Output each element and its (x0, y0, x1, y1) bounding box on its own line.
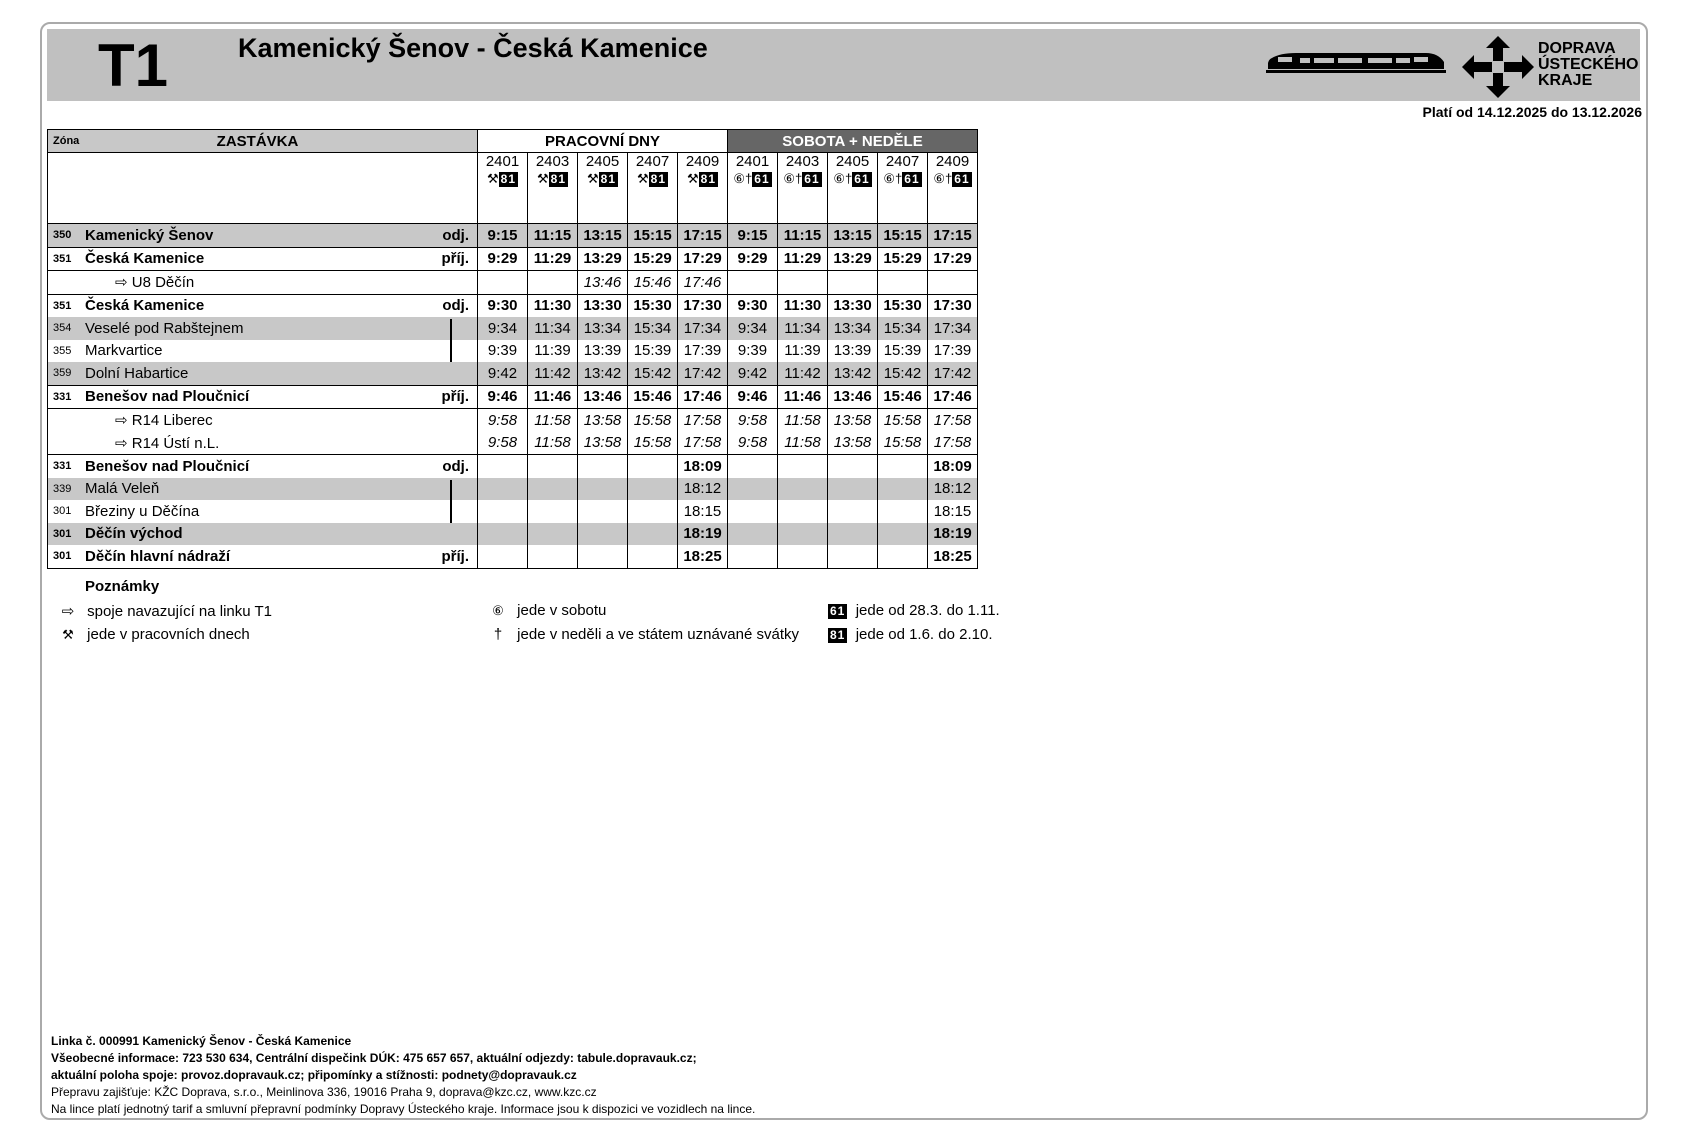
badge-81-icon: 81 (500, 172, 516, 186)
badge-61-icon: 61 (754, 172, 770, 186)
table-row (48, 478, 978, 501)
arr-dep-mark (430, 478, 478, 501)
time-cell (828, 545, 878, 568)
mark-cell (430, 153, 478, 224)
zone-cell: 351 (48, 247, 84, 271)
train-number: 2409 (685, 153, 720, 170)
time-cell: 11:15 (528, 224, 578, 248)
time-cell: 18:12 (678, 478, 728, 501)
time-cell: 15:58 (878, 409, 928, 432)
time-cell (528, 455, 578, 478)
note-sunday: † jede v neděli a ve státem uznávané svátky (483, 626, 799, 643)
stop-name: Březiny u Děčína (85, 502, 200, 520)
time-cell: 13:30 (578, 294, 628, 317)
table-row (48, 294, 978, 317)
stop-name: Kamenický Šenov (83, 224, 430, 248)
time-cell: 11:34 (528, 317, 578, 340)
time-cell: 15:46 (628, 271, 678, 295)
time-cell (478, 500, 528, 523)
time-cell: 17:34 (928, 317, 978, 340)
time-cell: 17:15 (928, 224, 978, 248)
time-cell: 17:58 (928, 432, 978, 455)
table-row (48, 385, 978, 409)
arrow-right-icon: ⇨ (61, 603, 75, 620)
time-cell: 18:09 (928, 455, 978, 478)
time-cell: 9:42 (728, 362, 778, 385)
arr-dep-mark: odj. (430, 455, 478, 478)
time-cell (878, 271, 928, 295)
time-cell: 9:39 (728, 340, 778, 363)
time-cell: 9:58 (478, 409, 528, 432)
arr-dep-mark (430, 409, 478, 432)
train-number-row (48, 153, 978, 224)
time-cell: 11:58 (528, 432, 578, 455)
time-cell: 11:30 (778, 294, 828, 317)
badge-81-icon: 81 (550, 172, 566, 186)
time-cell (778, 500, 828, 523)
arr-dep-mark (430, 362, 478, 385)
time-cell: 15:34 (878, 317, 928, 340)
table-header-row (48, 130, 978, 153)
footer-operator: Přepravu zajišťuje: KŽC Doprava, s.r.o., Meinlinova 336, 19016 Praha 9, doprava@kzc.cz, www.kzc.cz (51, 1085, 597, 1099)
time-cell (578, 545, 628, 568)
time-cell (728, 523, 778, 546)
table-row (48, 271, 978, 295)
time-cell: 17:15 (678, 224, 728, 248)
time-cell (578, 478, 628, 501)
stop-name: Benešov nad Ploučnicí (83, 455, 430, 478)
time-cell (478, 478, 528, 501)
time-cell: 11:58 (528, 409, 578, 432)
time-cell (828, 271, 878, 295)
note-badge-81: 81 jede od 1.6. do 2.10. (830, 626, 993, 643)
time-cell (628, 523, 678, 546)
time-cell: 15:46 (628, 385, 678, 409)
train-number-cell (828, 153, 878, 224)
zone-cell: 351 (48, 294, 84, 317)
stop-name: ⇨ R14 Ústí n.L. (115, 434, 220, 452)
time-cell: 9:30 (478, 294, 528, 317)
saturday-sunday-icon: ⑥† (883, 171, 903, 186)
time-cell: 11:29 (778, 247, 828, 271)
hammer-icon: ⚒ (586, 171, 599, 186)
arr-dep-mark (430, 500, 478, 523)
train-number-cell (778, 153, 828, 224)
time-cell: 9:39 (478, 340, 528, 363)
time-cell (578, 455, 628, 478)
time-cell (728, 545, 778, 568)
time-cell: 9:58 (728, 432, 778, 455)
train-number: 2403 (785, 153, 820, 170)
time-cell: 13:39 (578, 340, 628, 363)
time-cell: 11:29 (528, 247, 578, 271)
time-cell: 9:29 (728, 247, 778, 271)
train-number: 2403 (535, 153, 570, 170)
train-number: 2401 (485, 153, 520, 170)
time-cell (828, 500, 878, 523)
arr-dep-mark (430, 340, 478, 363)
stop-name: Děčín hlavní nádraží (83, 545, 430, 568)
hammer-icon: ⚒ (486, 171, 499, 186)
time-cell: 18:19 (928, 523, 978, 546)
time-cell (528, 545, 578, 568)
time-cell: 15:39 (878, 340, 928, 363)
time-cell (628, 455, 678, 478)
stop-name: Děčín východ (83, 523, 430, 546)
time-cell: 13:46 (578, 271, 628, 295)
train-icon (1266, 52, 1446, 76)
table-row (48, 545, 978, 568)
time-cell (778, 545, 828, 568)
time-cell: 9:15 (728, 224, 778, 248)
stop-name: Dolní Habartice (83, 362, 430, 385)
time-cell: 17:42 (928, 362, 978, 385)
time-cell (778, 478, 828, 501)
time-cell: 15:29 (628, 247, 678, 271)
time-cell: 9:29 (478, 247, 528, 271)
table-row (48, 340, 978, 363)
zone-cell (48, 153, 84, 224)
time-cell: 13:42 (828, 362, 878, 385)
train-number-cell (878, 153, 928, 224)
footer-info (51, 1033, 755, 1118)
note-badge-61: 61 jede od 28.3. do 1.11. (830, 602, 1000, 619)
time-cell (478, 523, 528, 546)
hammer-icon: ⚒ (536, 171, 549, 186)
table-row (48, 362, 978, 385)
time-cell: 9:42 (478, 362, 528, 385)
hammer-icon: ⚒ (686, 171, 699, 186)
time-cell: 9:30 (728, 294, 778, 317)
time-cell: 11:39 (778, 340, 828, 363)
arr-dep-mark (430, 432, 478, 455)
badge-81-icon: 81 (700, 172, 716, 186)
time-cell: 18:15 (678, 500, 728, 523)
note-saturday: ⑥ jede v sobotu (483, 602, 606, 619)
table-row (48, 247, 978, 271)
time-cell: 15:29 (878, 247, 928, 271)
train-number-cell (528, 153, 578, 224)
stop-name: Markvartice (85, 342, 163, 360)
cross-icon: † (493, 626, 503, 643)
zone-cell: 301 (48, 523, 84, 546)
header-stop: ZASTÁVKA (83, 130, 430, 153)
timetable (47, 129, 978, 569)
time-cell: 13:39 (828, 340, 878, 363)
table-row (48, 317, 978, 340)
train-number: 2405 (585, 153, 620, 170)
badge-61-icon: 61 (954, 172, 970, 186)
time-cell (878, 523, 928, 546)
badge-81-icon: 81 (650, 172, 666, 186)
zone-cell (48, 432, 84, 455)
time-cell: 11:15 (778, 224, 828, 248)
badge-61-icon: 61 (854, 172, 870, 186)
footer-tracking: aktuální poloha spoje: provoz.dopravauk.cz; připomínky a stížnosti: podnety@dopravauk.cz (51, 1068, 577, 1082)
time-cell: 9:58 (478, 432, 528, 455)
arr-dep-mark (430, 523, 478, 546)
stop-cell (83, 153, 430, 224)
table-row (48, 523, 978, 546)
doprava-logo-text: DOPRAVA ÚSTECKÉHO KRAJE (1538, 40, 1639, 89)
note-connecting: ⇨ spoje navazující na linku T1 (53, 602, 272, 620)
time-cell: 15:42 (878, 362, 928, 385)
time-cell: 9:15 (478, 224, 528, 248)
time-cell (578, 500, 628, 523)
time-cell (628, 545, 678, 568)
stop-name: ⇨ U8 Děčín (83, 271, 430, 295)
time-cell: 11:30 (528, 294, 578, 317)
time-cell: 15:30 (628, 294, 678, 317)
train-number: 2409 (935, 153, 970, 170)
time-cell: 13:29 (578, 247, 628, 271)
time-cell: 13:42 (578, 362, 628, 385)
time-cell: 17:42 (678, 362, 728, 385)
header-weekend: SOBOTA + NEDĚLE (728, 130, 978, 153)
time-cell (778, 271, 828, 295)
time-cell: 15:34 (628, 317, 678, 340)
stop-name: Malá Veleň (83, 478, 430, 501)
time-cell (528, 478, 578, 501)
time-cell (578, 523, 628, 546)
time-cell (528, 271, 578, 295)
time-cell: 11:58 (778, 409, 828, 432)
zone-cell: 359 (48, 362, 84, 385)
time-cell (828, 455, 878, 478)
time-cell: 17:39 (928, 340, 978, 363)
time-cell: 13:46 (828, 385, 878, 409)
footer-contacts: Všeobecné informace: 723 530 634, Centrální dispečink DÚK: 475 657 657, aktuální odjezdy: tabule.dopravauk.cz; (51, 1051, 697, 1065)
time-cell: 13:30 (828, 294, 878, 317)
time-cell: 9:58 (728, 409, 778, 432)
time-cell: 17:46 (678, 385, 728, 409)
time-cell: 18:12 (928, 478, 978, 501)
zone-cell: 331 (48, 385, 84, 409)
table-row (48, 500, 978, 523)
time-cell (478, 271, 528, 295)
saturday-sunday-icon: ⑥† (933, 171, 953, 186)
saturday-icon: ⑥ (492, 603, 504, 618)
time-cell: 17:39 (678, 340, 728, 363)
saturday-sunday-icon: ⑥† (783, 171, 803, 186)
time-cell: 13:58 (828, 432, 878, 455)
train-number-cell (928, 153, 978, 224)
time-cell: 15:42 (628, 362, 678, 385)
time-cell (878, 478, 928, 501)
time-cell: 17:29 (678, 247, 728, 271)
line-code: T1 (98, 32, 169, 99)
time-cell: 18:19 (678, 523, 728, 546)
time-cell: 11:46 (778, 385, 828, 409)
time-cell: 17:30 (928, 294, 978, 317)
arr-dep-mark: příj. (430, 545, 478, 568)
arr-dep-mark (430, 317, 478, 340)
time-cell (828, 478, 878, 501)
time-cell: 11:34 (778, 317, 828, 340)
time-cell: 17:29 (928, 247, 978, 271)
time-cell: 15:58 (878, 432, 928, 455)
header-zone: Zóna (48, 130, 84, 153)
time-cell: 15:46 (878, 385, 928, 409)
train-number-cell (678, 153, 728, 224)
time-cell: 11:42 (528, 362, 578, 385)
train-number-cell (728, 153, 778, 224)
time-cell: 13:15 (578, 224, 628, 248)
time-cell: 18:09 (678, 455, 728, 478)
time-cell (778, 455, 828, 478)
time-cell: 11:46 (528, 385, 578, 409)
time-cell: 13:58 (828, 409, 878, 432)
time-cell: 17:58 (928, 409, 978, 432)
hammer-icon: ⚒ (636, 171, 649, 186)
train-number-cell (578, 153, 628, 224)
train-number: 2407 (885, 153, 920, 170)
zone-cell: 301 (48, 500, 84, 523)
time-cell (878, 545, 928, 568)
time-cell: 9:34 (478, 317, 528, 340)
zone-cell (48, 409, 84, 432)
time-cell (878, 500, 928, 523)
time-cell: 17:46 (678, 271, 728, 295)
footer-line-number: Linka č. 000991 Kamenický Šenov - Česká Kamenice (51, 1034, 352, 1048)
time-cell: 15:30 (878, 294, 928, 317)
time-cell (628, 478, 678, 501)
time-cell: 15:15 (878, 224, 928, 248)
time-cell: 17:46 (928, 385, 978, 409)
time-cell (728, 455, 778, 478)
arr-dep-mark: odj. (430, 224, 478, 248)
time-cell: 9:46 (478, 385, 528, 409)
time-cell: 15:58 (628, 432, 678, 455)
time-cell: 13:58 (578, 432, 628, 455)
zone-cell: 301 (48, 545, 84, 568)
time-cell: 17:34 (678, 317, 728, 340)
time-cell (528, 523, 578, 546)
arr-dep-mark (430, 271, 478, 295)
table-row (48, 409, 978, 432)
table-row (48, 455, 978, 478)
badge-81-icon: 81 (600, 172, 616, 186)
zone-cell: 354 (48, 317, 84, 340)
header-spacer (430, 130, 478, 153)
time-cell: 17:30 (678, 294, 728, 317)
time-cell: 15:58 (628, 409, 678, 432)
table-row (48, 432, 978, 455)
stop-name: Veselé pod Rabštejnem (83, 317, 430, 340)
train-number-cell (628, 153, 678, 224)
doprava-logo-icon (1462, 36, 1534, 98)
train-number-cell (478, 153, 528, 224)
table-row (48, 224, 978, 248)
badge-81-icon: 81 (830, 628, 846, 642)
stop-name: Česká Kamenice (83, 294, 430, 317)
header-workdays: PRACOVNÍ DNY (478, 130, 728, 153)
time-cell (728, 500, 778, 523)
route-title: Kamenický Šenov - Česká Kamenice (238, 33, 708, 63)
time-cell: 18:15 (928, 500, 978, 523)
time-cell (928, 271, 978, 295)
time-cell: 13:58 (578, 409, 628, 432)
time-cell (728, 271, 778, 295)
badge-61-icon: 61 (904, 172, 920, 186)
saturday-sunday-icon: ⑥† (733, 171, 753, 186)
time-cell: 17:58 (678, 432, 728, 455)
validity-text: Platí od 14.12.2025 do 13.12.2026 (1422, 104, 1642, 120)
time-cell: 15:39 (628, 340, 678, 363)
time-cell: 13:29 (828, 247, 878, 271)
time-cell: 18:25 (678, 545, 728, 568)
time-cell: 13:34 (578, 317, 628, 340)
time-cell: 11:58 (778, 432, 828, 455)
time-cell: 13:34 (828, 317, 878, 340)
time-cell: 11:39 (528, 340, 578, 363)
time-cell (728, 478, 778, 501)
arr-dep-mark: odj. (430, 294, 478, 317)
time-cell: 13:15 (828, 224, 878, 248)
time-cell (478, 455, 528, 478)
time-cell: 9:46 (728, 385, 778, 409)
saturday-sunday-icon: ⑥† (833, 171, 853, 186)
time-cell: 11:42 (778, 362, 828, 385)
time-cell (528, 500, 578, 523)
badge-61-icon: 61 (830, 604, 846, 618)
zone-cell: 350 (48, 224, 84, 248)
train-number: 2407 (635, 153, 670, 170)
train-number: 2401 (735, 153, 770, 170)
stop-name: Česká Kamenice (83, 247, 430, 271)
footer-tariff: Na lince platí jednotný tarif a smluvní přepravní podmínky Dopravy Ústeckého kraje. Informace jsou k dispozici ve vozidlech na lince. (51, 1102, 756, 1116)
zone-cell: 331 (48, 455, 84, 478)
time-cell: 13:46 (578, 385, 628, 409)
stop-name: ⇨ R14 Liberec (83, 409, 430, 432)
time-cell (778, 523, 828, 546)
badge-61-icon: 61 (804, 172, 820, 186)
time-cell: 17:58 (678, 409, 728, 432)
zone-cell (48, 271, 84, 295)
time-cell (828, 523, 878, 546)
hammer-icon: ⚒ (62, 627, 74, 642)
time-cell (878, 455, 928, 478)
arr-dep-mark: příj. (430, 385, 478, 409)
time-cell: 18:25 (928, 545, 978, 568)
time-cell: 9:34 (728, 317, 778, 340)
zone-cell: 355 (48, 340, 84, 363)
arr-dep-mark: příj. (430, 247, 478, 271)
time-cell: 15:15 (628, 224, 678, 248)
time-cell (478, 545, 528, 568)
time-cell (628, 500, 678, 523)
train-number: 2405 (835, 153, 870, 170)
note-workdays: ⚒ jede v pracovních dnech (53, 626, 250, 643)
zone-cell: 339 (48, 478, 84, 501)
stop-name: Benešov nad Ploučnicí (83, 385, 430, 409)
notes-title: Poznámky (85, 578, 160, 595)
